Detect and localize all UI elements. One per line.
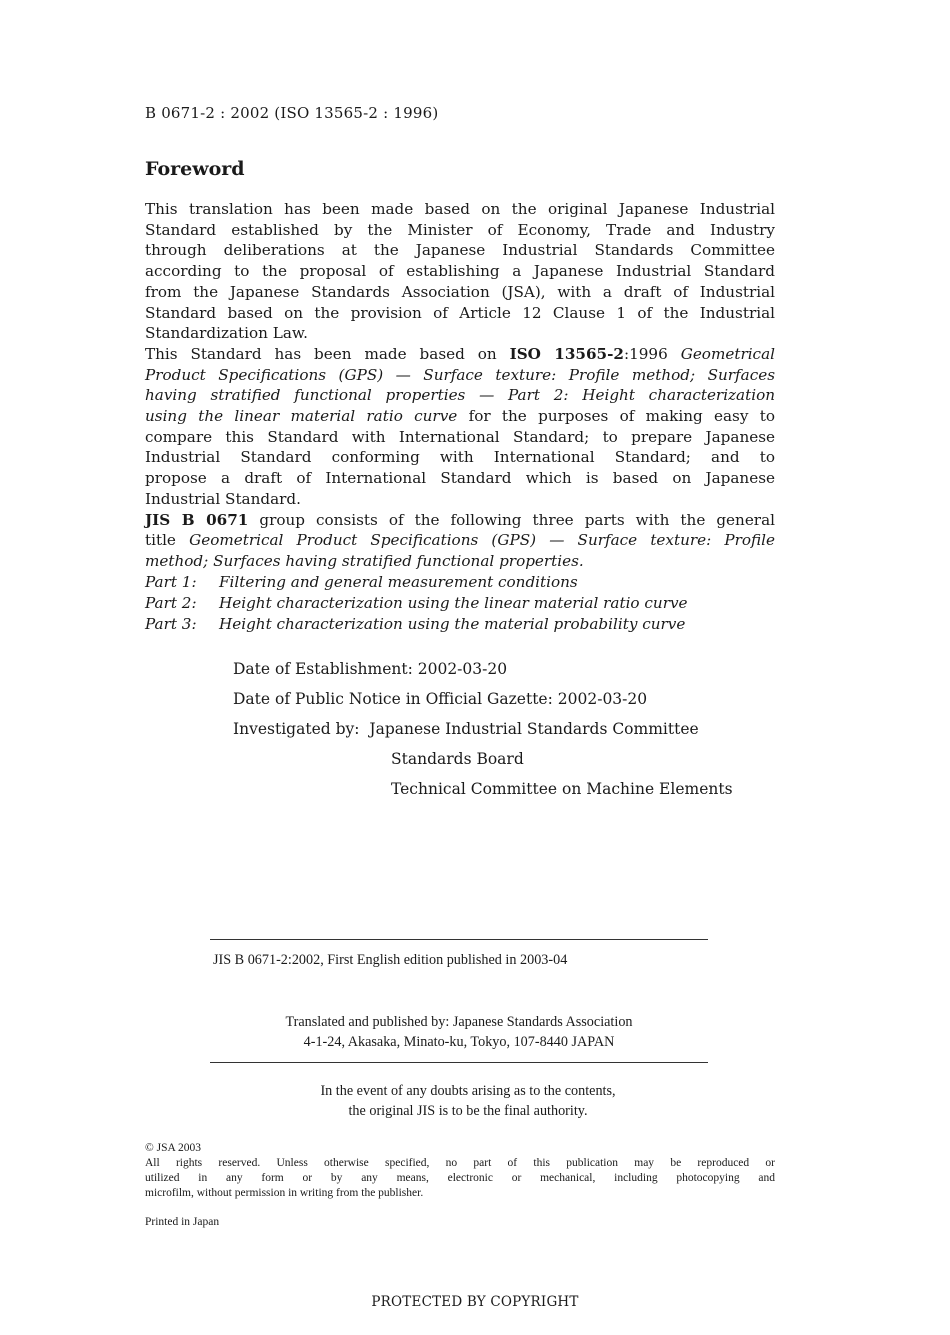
text-line: Product Specifications (GPS) — Surface texture: Profile method; Surfaces [145,365,775,384]
foreword-paragraph-2 [145,344,775,510]
part-label: Part 3: [145,615,197,633]
text-line: Industrial Standard conforming with International Standard; and to [145,448,775,467]
divider-line [210,1062,708,1063]
investigated-label: Investigated by: [233,720,360,738]
jis-reference: JIS B 0671 [145,510,249,529]
text-line [145,510,775,531]
part-title: Filtering and general measurement conditions [219,573,578,591]
text-fragment: :1996 [623,344,681,363]
establishment-info [233,654,733,804]
part-label: Part 2: [145,594,197,612]
investigating-body: Technical Committee on Machine Elements [391,780,733,798]
text-fragment: using the linear material ratio curve [145,407,458,426]
text-line: Standard established by the Minister of Economy, Trade and Industry [145,220,775,239]
list-item [145,593,688,614]
foreword-paragraph-1 [145,199,775,344]
text-line: Standardization Law. [145,324,308,343]
copyright-notice [145,1141,775,1201]
text-line: compare this Standard with International Standard; to prepare Japanese [145,427,775,446]
establishment-date: Date of Establishment: 2002-03-20 [233,660,508,678]
public-notice-date: Date of Public Notice in Official Gazette: 2002-03-20 [233,690,648,708]
text-line: Standard based on the provision of Article 12 Clause 1 of the Industrial [145,303,775,322]
text-line: through deliberations at the Japanese Industrial Standards Committee [145,241,775,260]
part-label: Part 1: [145,573,197,591]
rights-line: All rights reserved. Unless otherwise specified, no part of this publication may be reproduced or [145,1157,775,1169]
text-line: Industrial Standard. [145,489,301,508]
text-line [145,406,775,427]
authority-line: In the event of any doubts arising as to the contents, [320,1083,616,1099]
rights-line: microfilm, without permission in writing from the publisher. [145,1187,424,1199]
part-title: Height characterization using the linear material ratio curve [219,594,688,612]
printed-in: Printed in Japan [145,1216,220,1228]
text-line [145,344,775,365]
part-title: Height characterization using the material probability curve [219,615,686,633]
text-line: This translation has been made based on the original Japanese Industrial [145,200,775,218]
text-fragment: title [145,531,190,550]
text-line: from the Japanese Standards Association (JSA), with a draft of Industrial [145,282,775,301]
investigating-body: Standards Board [391,750,524,768]
foreword-heading: Foreword [145,158,245,180]
text-line: according to the proposal of establishing a Japanese Industrial Standard [145,262,775,281]
rights-line: utilized in any form or by any means, electronic or mechanical, including photocopying and [145,1172,775,1184]
foreword-paragraph-3 [145,510,775,572]
list-item [145,572,688,593]
list-item [145,614,688,635]
text-line: method; Surfaces having stratified functional properties. [145,551,584,570]
standard-designation: B 0671-2 : 2002 (ISO 13565-2 : 1996) [145,104,439,122]
text-fragment: for the purposes of making easy to [457,407,775,426]
authority-line: the original JIS is to be the final authority. [348,1103,588,1119]
parts-list [145,572,688,635]
copyright-line: © JSA 2003 [145,1142,202,1154]
publisher-address: 4-1-24, Akasaka, Minato-ku, Tokyo, 107-8440 JAPAN [303,1034,615,1050]
foreword-body [145,199,775,572]
text-line: propose a draft of International Standard which is based on Japanese [145,469,775,488]
protected-footer: PROTECTED BY COPYRIGHT [371,1294,579,1310]
publisher-line: Translated and published by: Japanese Standards Association [285,1014,633,1030]
text-line [145,530,775,551]
investigated-by-row [233,714,733,744]
authority-note [230,1081,706,1121]
publisher-info [213,1012,705,1052]
text-fragment: Geometrical [680,344,775,363]
text-line: having stratified functional properties — Part 2: Height characterization [145,386,775,405]
text-fragment: Geometrical Product Specifications (GPS) — Surface texture: Profile [189,531,775,550]
text-fragment: This Standard has been made based on [145,344,510,363]
divider-line [210,939,708,940]
edition-note: JIS B 0671-2:2002, First English edition published in 2003-04 [213,952,568,968]
investigating-body: Japanese Industrial Standards Committee [369,720,699,738]
iso-reference: ISO 13565-2 [509,344,624,363]
text-fragment: group consists of the following three parts with the general [248,510,775,529]
